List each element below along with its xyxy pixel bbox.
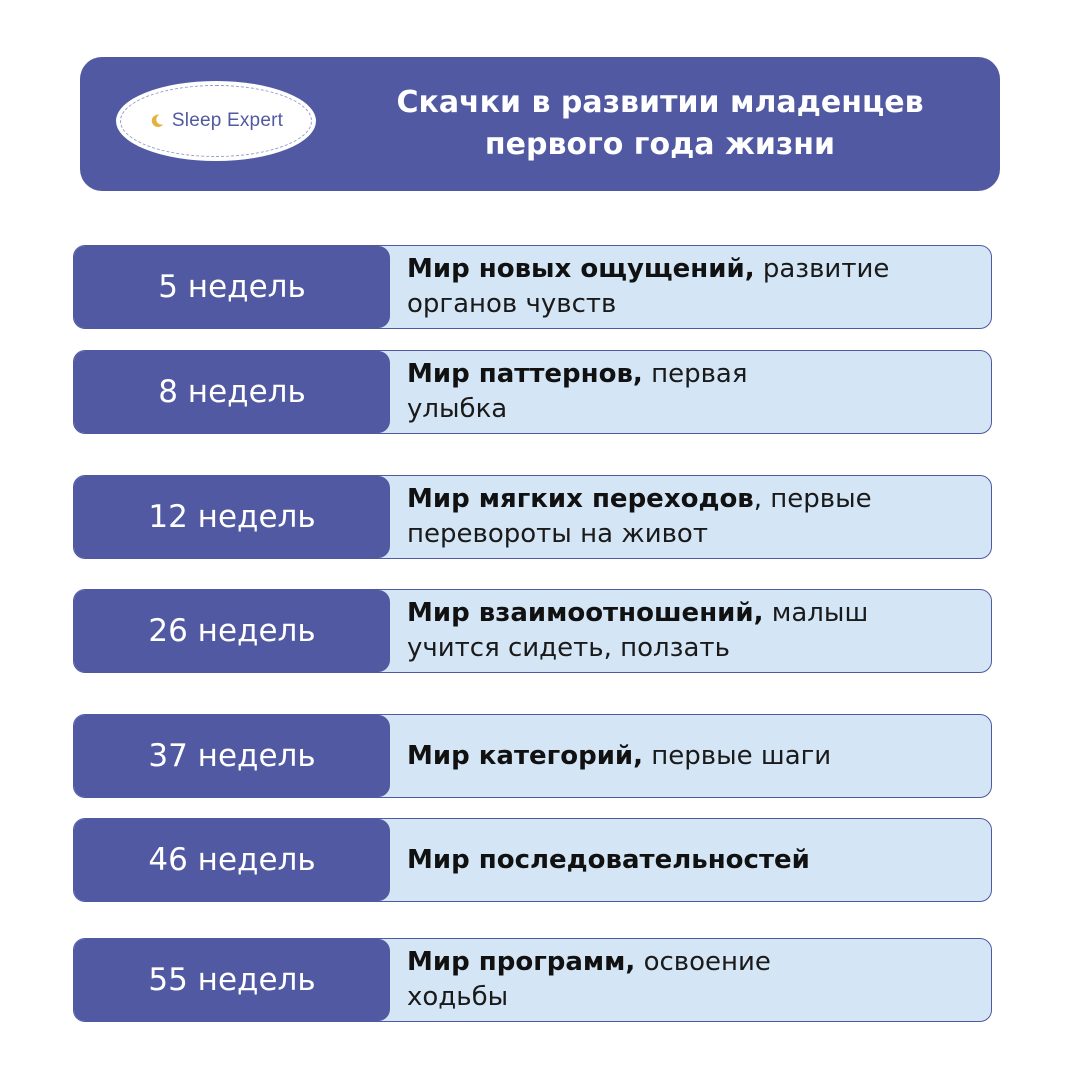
leap-row-1: [73, 245, 992, 329]
leap-row-5: [73, 714, 992, 798]
logo: [116, 81, 316, 161]
leap-detail: первые шаги: [643, 740, 832, 771]
title-line-2: первого года жизни: [484, 127, 836, 162]
header-banner: [80, 57, 1000, 191]
leap-row-2: [73, 350, 992, 434]
leap-age: 8 недель: [74, 351, 390, 433]
leap-description: [407, 715, 965, 797]
leap-detail: освоение: [635, 947, 771, 977]
leap-title: Мир категорий,: [407, 740, 644, 771]
leap-detail: первая: [642, 359, 748, 389]
leap-row-3: [73, 475, 992, 559]
leap-description: [407, 351, 965, 433]
leap-title: Мир последовательностей: [407, 844, 810, 875]
leap-detail-line-2: органов чувств: [407, 289, 617, 319]
leap-title: Мир новых ощущений,: [407, 254, 755, 284]
leap-age: 55 недель: [74, 939, 390, 1021]
leap-row-6: [73, 818, 992, 902]
leap-detail-line-2: перевороты на живот: [407, 519, 708, 549]
logo-text: Sleep Expert: [171, 110, 284, 131]
leap-detail: малыш: [763, 598, 869, 628]
title-line-1: Скачки в развитии младенцев: [396, 85, 924, 120]
leap-age: 5 недель: [74, 246, 390, 328]
leap-detail-line-2: улыбка: [407, 394, 508, 424]
leap-title: Мир паттернов,: [407, 359, 643, 389]
page-title: [320, 57, 1000, 191]
leap-detail: , первые: [753, 484, 872, 514]
leap-row-7: [73, 938, 992, 1022]
leap-title: Мир взаимоотношений,: [407, 598, 764, 628]
leap-age: 12 недель: [74, 476, 390, 558]
leap-detail: развитие: [754, 254, 890, 284]
leap-title: Мир мягких переходов: [407, 484, 754, 514]
leap-title: Мир программ,: [407, 947, 636, 977]
leap-age: 26 недель: [74, 590, 390, 672]
leap-row-4: [73, 589, 992, 673]
leap-detail-line-2: учится сидеть, ползать: [407, 633, 730, 663]
leap-description: [407, 819, 965, 901]
leap-detail-line-2: ходьбы: [407, 982, 509, 1012]
leap-description: [407, 476, 965, 558]
leap-age: 46 недель: [74, 819, 390, 901]
leap-description: [407, 939, 965, 1021]
moon-icon: [149, 113, 165, 129]
leap-description: [407, 590, 965, 672]
leap-age: 37 недель: [74, 715, 390, 797]
leap-description: [407, 246, 965, 328]
